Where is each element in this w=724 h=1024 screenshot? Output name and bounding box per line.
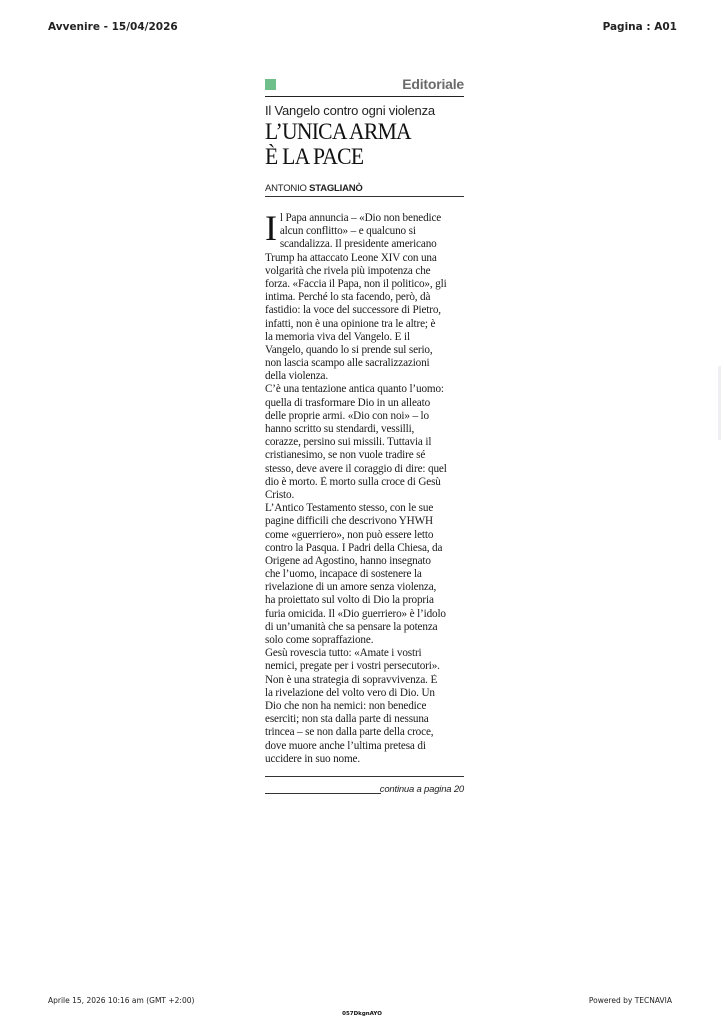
body-line: delle proprie armi. «Dio con noi» – lo [265,409,429,422]
body-line: pagine difficili che descrivono YHWH [265,515,433,528]
body-line: intima. Perché lo sta facendo, però, dà [265,291,431,304]
body-line: fastidio: la voce del successore di Pietro, [265,304,441,317]
headline-line: È LA PACE [265,144,364,170]
body-line: nemici, pregate per i vostri persecutori». [265,660,440,673]
author-first-name: ANTONIO [265,183,307,194]
byline [265,183,464,197]
header-page-number: Pagina : A01 [602,21,677,33]
author-last-name: STAGLIANÒ [309,183,363,194]
body-line: Origene ad Agostino, hanno insegnato [265,554,431,567]
headline-line: L’UNICA ARMA [265,119,411,145]
body-line: ha proiettato sul volto di Dio la propria [265,594,434,607]
rubric-label: Editoriale [402,76,464,92]
article-headline [265,120,448,170]
header-publication-date: Avvenire - 15/04/2026 [48,21,178,33]
body-line: C’è una tentazione antica quanto l’uomo: [265,383,444,396]
body-line: hanno scritto su stendardi, vessilli, [265,423,415,435]
body-line: Gesù rovescia tutto: «Amate i vostri [265,647,422,660]
footer-powered-by: Powered by TECNAVIA [588,996,672,1005]
body-line: corazze, persino sui missili. Tuttavia il [265,436,432,449]
article-body [265,208,464,766]
continuation-rule [265,793,381,794]
body-line: l Papa annuncia – «Dio non benedice [279,212,442,224]
body-line: Cristo. [265,488,295,501]
body-line: Trump ha attaccato Leone XIV con una [265,251,437,264]
body-line: forza. «Faccia il Papa, non il politico», gli [265,277,447,290]
body-line: solo come sopraffazione. [265,634,374,646]
body-line: contro la Pasqua. I Padri della Chiesa, da [265,541,443,554]
body-line: Vangelo, quando lo si prende sul serio, [265,343,433,356]
drop-cap: I [265,208,277,248]
body-line: L’Antico Testamento stesso, con le sue [265,502,434,515]
body-line: quella di trasformare Dio in un alleato [265,396,431,409]
body-line: cristianesimo, se non vuole tradire sé [265,449,426,462]
footer-timestamp: Aprile 15, 2026 10:16 am (GMT +2:00) [48,996,195,1005]
body-line: alcun conflitto» – e qualcuno si [279,225,416,238]
continuation-row [265,784,464,796]
rubric-bar [265,76,464,97]
article-end-rule [265,776,464,777]
body-line: non lascia scampo alle sacralizzazioni [265,357,430,370]
rubric-square-icon [265,79,276,90]
body-line: la rivelazione del volto vero di Dio. Un [265,686,435,699]
body-line: come «guerriero», non può essere letto [265,528,434,541]
body-line: stesso, deve avere il coraggio di dire: quel [265,462,447,475]
body-line: rivelazione di un amore senza violenza, [265,581,437,594]
body-line: la memoria viva del Vangelo. E il [265,330,410,343]
continuation-link[interactable]: continua a pagina 20 [379,783,464,795]
body-line: scandalizza. Il presidente americano [279,238,437,251]
body-line: Non è una strategia di sopravvivenza. È [265,673,438,686]
body-line: infatti, non è una opinione tra le altre; è [265,317,436,330]
body-line: uccidere in suo nome. [265,752,361,765]
body-line: trincea – se non dalla parte della croce, [265,726,434,739]
margin-mark [718,366,721,440]
body-line: dove muore anche l’ultima pretesa di [265,739,426,752]
body-line: Dio che non ha nemici: non benedice [265,699,427,712]
article-kicker: Il Vangelo contro ogni violenza [265,103,435,118]
body-line: della violenza. [265,370,328,383]
footer-document-code: 057DkgnAYO [342,1011,382,1017]
body-line: furia omicida. Il «Dio guerriero» è l’idolo [265,607,446,620]
body-line: volgarità che rivela più impotenza che [265,264,431,277]
body-line: che l’uomo, incapace di sostenere la [265,568,422,581]
editorial-article [265,76,464,796]
body-line: eserciti; non sta dalla parte di nessuna [265,713,429,726]
body-line: di un’umanità che sa pensare la potenza [265,620,438,633]
body-line: dio è morto. È morto sulla croce di Gesù [265,475,441,488]
